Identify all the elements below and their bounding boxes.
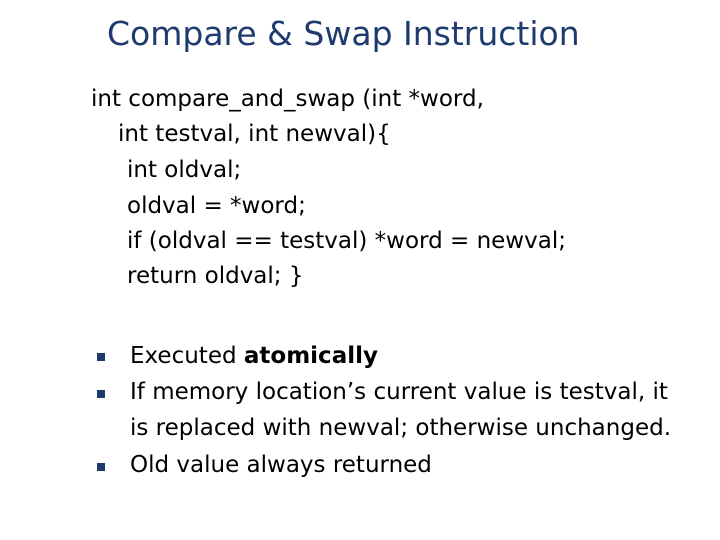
code-line: oldval = *word; [127,193,306,219]
code-line: int oldval; [127,157,242,183]
square-bullet-icon [97,353,105,361]
bullet-text-continued: is replaced with newval; otherwise unchanged. [130,415,672,441]
bullet-text: Old value always returned [130,452,432,478]
square-bullet-icon [97,390,105,398]
bullet-emphasis: atomically [243,343,378,369]
bullet-text: If memory location’s current value is testval, it [130,379,668,405]
bullet-item [130,343,378,369]
code-line: int compare_and_swap (int *word, [91,86,484,112]
bullet-text: Executed [130,343,244,369]
code-line: int testval, int newval){ [118,121,391,147]
code-line: if (oldval == testval) *word = newval; [127,228,566,254]
code-line: return oldval; } [127,263,304,289]
slide-title: Compare & Swap Instruction [107,14,580,53]
square-bullet-icon [97,463,105,471]
